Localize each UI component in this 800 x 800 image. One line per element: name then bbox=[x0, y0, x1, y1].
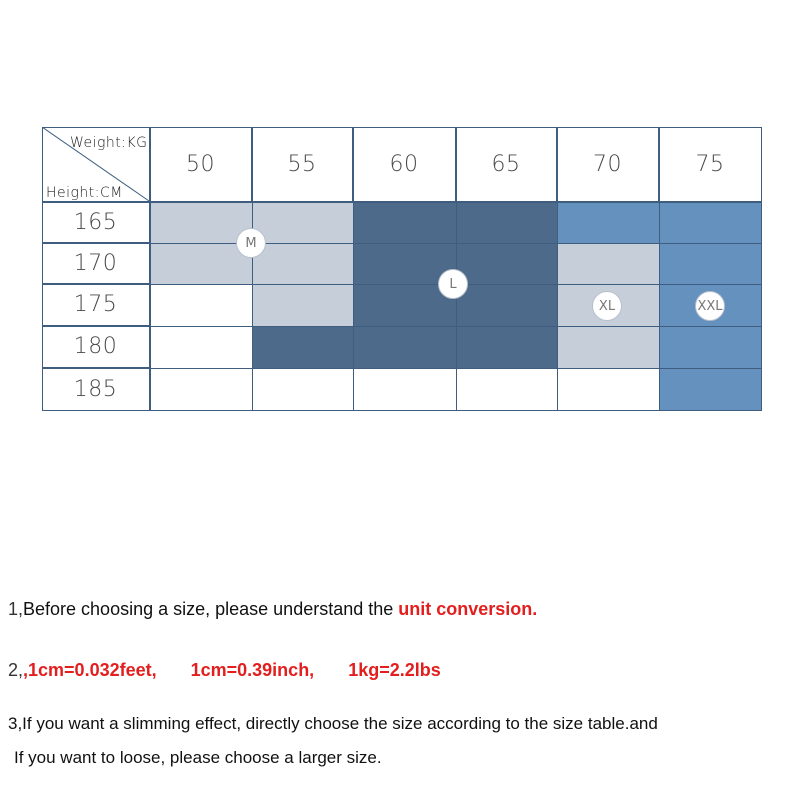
note-line-2 bbox=[8, 660, 441, 681]
weight-header-60: 60 bbox=[353, 127, 456, 202]
grid-lines bbox=[42, 127, 762, 411]
weight-header-50: 50 bbox=[150, 127, 252, 202]
note-line-4: If you want to loose, please choose a larger size. bbox=[14, 748, 382, 767]
height-axis-label: Height:CM bbox=[46, 185, 123, 201]
size-chart-table bbox=[42, 127, 762, 411]
weight-header-65: 65 bbox=[456, 127, 557, 202]
height-header-175: 175 bbox=[42, 284, 150, 326]
height-header-185: 185 bbox=[42, 368, 150, 411]
weight-header-55: 55 bbox=[252, 127, 353, 202]
note-1-highlight: unit conversion. bbox=[398, 599, 538, 619]
height-header-170: 170 bbox=[42, 243, 150, 284]
weight-header-70: 70 bbox=[557, 127, 659, 202]
conversion-inch: 1cm=0.39inch, bbox=[190, 660, 315, 680]
height-header-180: 180 bbox=[42, 326, 150, 368]
size-badge-xl: XL bbox=[592, 291, 622, 321]
note-2-prefix: 2, bbox=[8, 660, 24, 680]
note-1-text: Before choosing a size, please understand the bbox=[23, 599, 399, 619]
size-badge-l: L bbox=[438, 269, 468, 299]
note-line-1 bbox=[8, 599, 537, 620]
conversion-feet: ,1cm=0.032feet, bbox=[23, 660, 157, 680]
height-header-165: 165 bbox=[42, 202, 150, 243]
weight-axis-label: Weight:KG bbox=[70, 135, 148, 151]
size-badge-xxl: XXL bbox=[695, 291, 725, 321]
weight-header-75: 75 bbox=[659, 127, 762, 202]
note-line-3: 3,If you want a slimming effect, directly choose the size according to the size table.and bbox=[8, 714, 658, 733]
size-badge-m: M bbox=[236, 228, 266, 258]
conversion-lbs: 1kg=2.2lbs bbox=[348, 660, 441, 680]
note-1-prefix: 1, bbox=[8, 599, 24, 619]
